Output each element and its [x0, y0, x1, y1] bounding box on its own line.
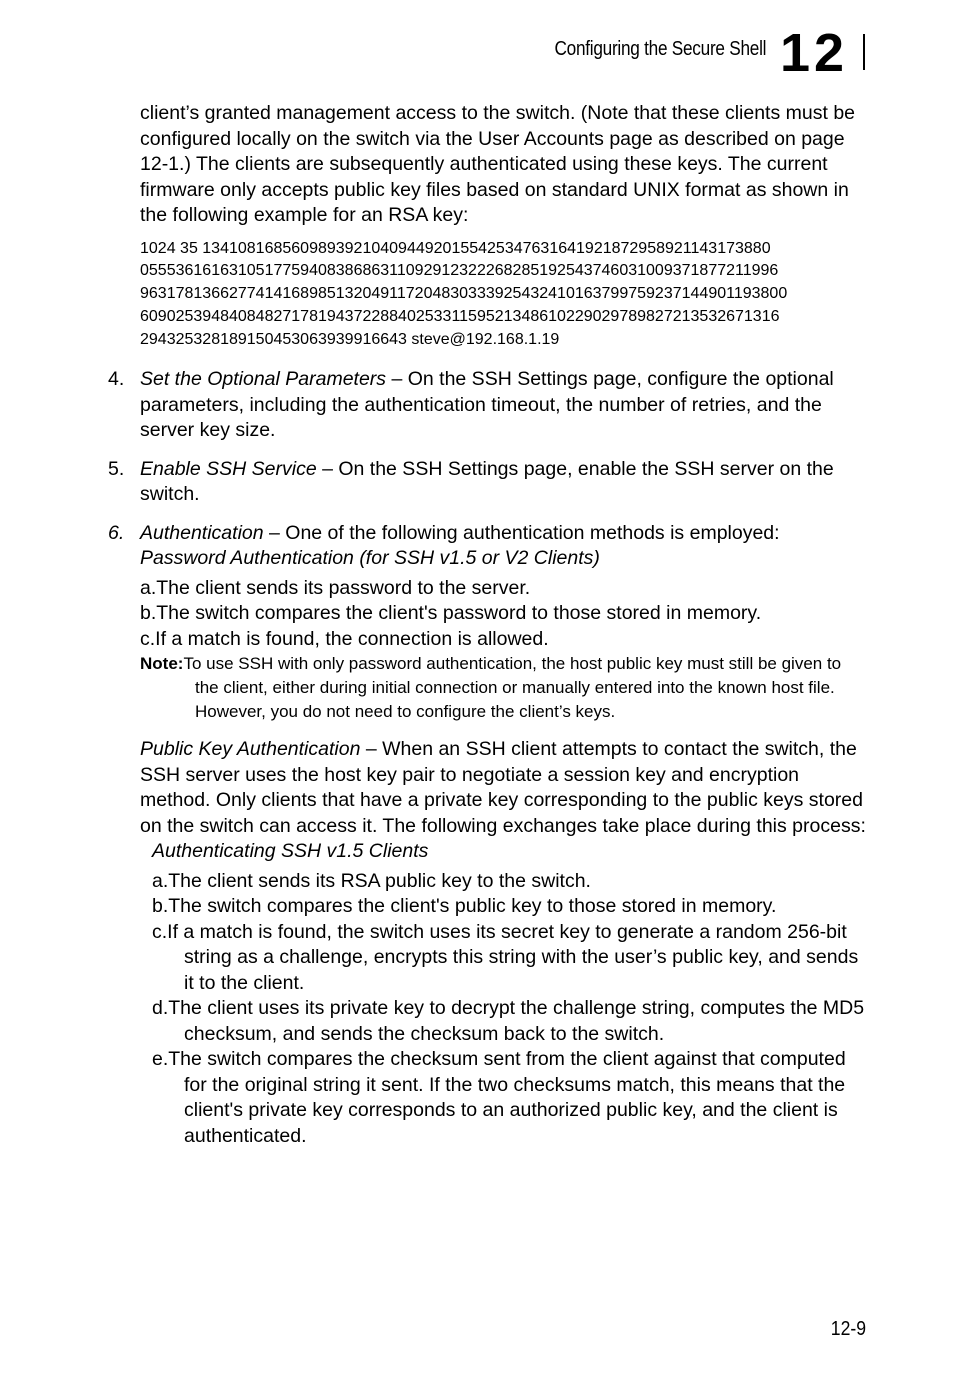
password-auth-list [140, 576, 866, 653]
password-auth-heading [140, 546, 866, 572]
step-number: 6. [108, 521, 125, 544]
note-label: Note: [140, 654, 184, 674]
step-title: Set the Optional Parameters [140, 368, 387, 391]
rsa-key-line: 96317813662774141689851320491172048303339254324101637997592371449011938​00 [140, 285, 788, 303]
note [140, 652, 866, 724]
rsa-key-example [140, 238, 866, 352]
steps-list [108, 367, 866, 1149]
public-key-auth-title: Public Key Authentication [140, 738, 361, 761]
list-item: e.The switch compares the checksum sent from the client against that computed for the original string it sent. If the two checksums match, this means that the client's private key corresponds to an authorized public key, and the client is authenticated. [152, 1048, 846, 1147]
step-text: – One of the following authentication methods is employed: [263, 521, 780, 544]
chapter-number: 12 [780, 23, 849, 83]
step-6 [108, 521, 866, 1150]
rsa-key-line: 1024 35 134108168560989392104094492015542534763164192187295892114317388​0 [140, 239, 771, 257]
list-item: d.The client uses its private key to decrypt the challenge string, computes the MD5 checksum, and sends the checksum back to the switch. [152, 997, 865, 1045]
rsa-key-line: 60902539484084827178194372288402533115952134861022902978982721353267131​6 [140, 307, 780, 325]
chapter-rule [863, 34, 865, 70]
step-5 [108, 457, 866, 508]
step-number: 5. [108, 457, 125, 480]
rsa-key-line: 05553616163105177594083868631109291232226828519254374603100937187721199​6 [140, 262, 779, 280]
list-item: a.The client sends its RSA public key to the switch. [152, 869, 591, 892]
step-text: – On the SSH Settings page, enable the SSH server on the switch. [140, 457, 834, 506]
page-number: 12-9 [830, 1318, 866, 1340]
step-number: 4. [108, 368, 125, 391]
step-text: – On the SSH Settings page, configure the optional parameters, including the authentication timeout, the number of retries, and the server key size. [140, 368, 834, 442]
list-item: c.If a match is found, the connection is allowed. [140, 627, 549, 650]
page-body [108, 101, 866, 1149]
note-text: To use SSH with only password authentication, the host public key must still be given to the client, either during initial connection or manually entered into the known host file. However, you do not need to configure the client’s keys. [183, 654, 842, 722]
intro-paragraph: client’s granted management access to the switch. (Note that these clients must be configured locally on the switch via the User Accounts page as described on page 12-1.) The clients are subsequently authenticated using these keys. The current firmware only accepts public key files based on standard UNIX format as shown in the following example for an RSA key: [140, 102, 856, 226]
list-item: b.The switch compares the client's public key to those stored in memory. [152, 895, 777, 918]
ssh15-section [152, 839, 866, 1149]
ssh15-list [152, 869, 866, 1150]
step-title: Enable SSH Service [140, 457, 317, 480]
ssh15-heading-text: Authenticating SSH v1.5 Clients [152, 840, 429, 863]
list-item: b.The switch compares the client's password to those stored in memory. [140, 602, 762, 625]
step-4 [108, 367, 866, 444]
section-title: Configuring the Secure Shell [554, 38, 766, 60]
rsa-key-line: 294325328189150453063939916643 steve@192.168.1.19 [140, 330, 560, 348]
list-item: a.The client sends its password to the server. [140, 576, 531, 599]
step-title: Authentication [140, 521, 264, 544]
public-key-auth-text: – When an SSH client attempts to contact the switch, the SSH server uses the host key pair to negotiate a session key and encryption method. Only clients that have a private key corresponding to the public keys stored on the switch can access it. The following exchanges take place during this process: [140, 738, 866, 837]
ssh15-heading [152, 839, 866, 865]
password-auth-heading-text: Password Authentication (for SSH v1.5 or V2 Clients) [140, 547, 600, 570]
public-key-auth-paragraph [140, 737, 866, 839]
list-item: c.If a match is found, the switch uses its secret key to generate a random 256-bit string as a challenge, encrypts this string with the user’s public key, and sends it to the client. [152, 920, 859, 994]
